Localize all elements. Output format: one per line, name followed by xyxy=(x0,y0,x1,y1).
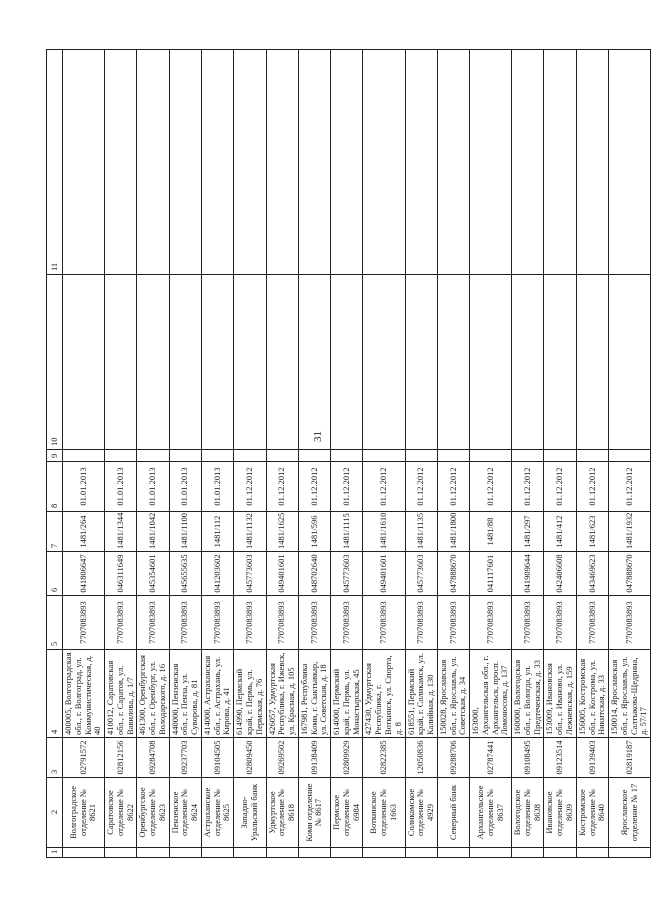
registration-number-cell: 1481/1625 xyxy=(266,512,298,552)
empty-cell-11 xyxy=(609,50,651,275)
inn-cell: 7707083893 xyxy=(105,596,137,650)
branch-name-cell: Западно-Уральский банк xyxy=(234,778,266,848)
bik-code-cell: 046311649 xyxy=(105,552,137,596)
empty-cell-9 xyxy=(266,450,298,462)
address-cell: 618551, Пермский край, г. Соликамск, ул. Калийная, д. 130 xyxy=(405,650,437,738)
bik-code-cell: 048702640 xyxy=(298,552,330,596)
okpo-code-cell: 02809929 xyxy=(331,738,363,778)
row-number-cell xyxy=(298,848,330,858)
address-cell: 163000, Архангельская обл., г. Архангельск, просп. Ломоносова, д. 137 xyxy=(470,650,512,738)
col-number: 2 xyxy=(47,778,63,848)
col-number: 5 xyxy=(47,596,63,650)
date-cell: 01.12.2012 xyxy=(298,462,330,512)
bik-code-cell: 041117601 xyxy=(470,552,512,596)
date-cell: 01.12.2012 xyxy=(266,462,298,512)
branch-name-cell: Костромское отделение № 8640 xyxy=(576,778,608,848)
registration-number-cell: 1481/623 xyxy=(576,512,608,552)
empty-cell-11 xyxy=(63,50,105,275)
row-number-cell xyxy=(512,848,544,858)
address-cell: 400005, Волгоградская обл., г. Волгоград, ул. Коммунистическая, д. 40 xyxy=(63,650,105,738)
empty-cell-10 xyxy=(544,275,576,450)
col-number: 1 xyxy=(47,848,63,858)
okpo-code-cell: 02809450 xyxy=(234,738,266,778)
branch-name-cell: Пермское отделение № 6984 xyxy=(331,778,363,848)
table-row xyxy=(544,50,576,858)
empty-cell-10 xyxy=(576,275,608,450)
table-row xyxy=(105,50,137,858)
empty-cell-9 xyxy=(137,450,169,462)
empty-cell-9 xyxy=(437,450,469,462)
registration-number-cell: 1481/1344 xyxy=(105,512,137,552)
row-number-cell xyxy=(405,848,437,858)
empty-cell-11 xyxy=(137,50,169,275)
empty-cell-10 xyxy=(331,275,363,450)
empty-cell-11 xyxy=(201,50,233,275)
bik-code-cell: 043469623 xyxy=(576,552,608,596)
date-cell: 01.12.2012 xyxy=(609,462,651,512)
row-number-cell xyxy=(609,848,651,858)
table-body xyxy=(47,50,651,858)
date-cell: 01.12.2012 xyxy=(470,462,512,512)
address-cell: 414000, Астраханская обл., г. Астрахань, ул. Кирова, д. 41 xyxy=(201,650,233,738)
okpo-code-cell: 12050836 xyxy=(405,738,437,778)
col-number: 6 xyxy=(47,552,63,596)
branch-name-cell: Ярославское отделение № 17 xyxy=(609,778,651,848)
branch-name-cell: Коми отделение № 8617 xyxy=(298,778,330,848)
okpo-code-cell: 02791572 xyxy=(63,738,105,778)
branch-name-cell: Соликамское отделение № 4929 xyxy=(405,778,437,848)
branch-name-cell: Саратовское отделение № 8622 xyxy=(105,778,137,848)
registration-number-cell: 1481/1610 xyxy=(363,512,405,552)
empty-cell-10 xyxy=(234,275,266,450)
table-row xyxy=(609,50,651,858)
date-cell: 01.01.2013 xyxy=(137,462,169,512)
empty-cell-10 xyxy=(363,275,405,450)
address-cell: 410012, Саратовская обл., г. Саратов, ул. Вавилова, д. 1/7 xyxy=(105,650,137,738)
date-cell: 01.12.2012 xyxy=(331,462,363,512)
empty-cell-11 xyxy=(405,50,437,275)
row-number-cell xyxy=(470,848,512,858)
okpo-code-cell: 02819187 xyxy=(609,738,651,778)
table-row xyxy=(437,50,469,858)
empty-cell-9 xyxy=(363,450,405,462)
registration-number-cell: 1481/112 xyxy=(201,512,233,552)
okpo-code-cell: 02812156 xyxy=(105,738,137,778)
address-cell: 156005, Костромская обл., г. Кострома, ул. Никитская, д. 33 xyxy=(576,650,608,738)
bik-code-cell: 045773603 xyxy=(331,552,363,596)
empty-cell-11 xyxy=(512,50,544,275)
row-number-cell xyxy=(137,848,169,858)
inn-cell: 7707083893 xyxy=(512,596,544,650)
inn-cell: 7707083893 xyxy=(470,596,512,650)
registration-number-cell: 1481/412 xyxy=(544,512,576,552)
empty-cell-10 xyxy=(405,275,437,450)
empty-cell-9 xyxy=(609,450,651,462)
bik-code-cell: 047888670 xyxy=(437,552,469,596)
address-cell: 614000, Пермский край, г. Пермь, ул. Монастырская, 45 xyxy=(331,650,363,738)
branch-name-cell: Пензенское отделение № 8624 xyxy=(169,778,201,848)
inn-cell: 7707083893 xyxy=(363,596,405,650)
branch-name-cell: Удмуртское отделение № 8618 xyxy=(266,778,298,848)
empty-cell-10 xyxy=(470,275,512,450)
empty-cell-10 xyxy=(512,275,544,450)
inn-cell: 7707083893 xyxy=(331,596,363,650)
row-number-cell xyxy=(169,848,201,858)
date-cell: 01.01.2013 xyxy=(169,462,201,512)
address-cell: 614990, Пермский край, г. Пермь, ул. Пермская, д. 76 xyxy=(234,650,266,738)
inn-cell: 7707083893 xyxy=(234,596,266,650)
bik-code-cell: 045773603 xyxy=(234,552,266,596)
address-cell: 440000, Пензенская обл., г. Пенза, ул. Суворова, д. 81 xyxy=(169,650,201,738)
inn-cell: 7707083893 xyxy=(609,596,651,650)
empty-cell-9 xyxy=(405,450,437,462)
inn-cell: 7707083893 xyxy=(544,596,576,650)
registration-number-cell: 1481/297 xyxy=(512,512,544,552)
bik-code-cell: 049401601 xyxy=(363,552,405,596)
bik-code-cell: 041806647 xyxy=(63,552,105,596)
date-cell: 01.01.2013 xyxy=(105,462,137,512)
address-cell: 167981, Республика Коми, г. Сыктывкар, ул. Советская, д. 18 xyxy=(298,650,330,738)
table-row xyxy=(331,50,363,858)
okpo-code-cell: 09123514 xyxy=(544,738,576,778)
inn-cell: 7707083893 xyxy=(169,596,201,650)
row-number-cell xyxy=(363,848,405,858)
inn-cell: 7707083893 xyxy=(266,596,298,650)
empty-cell-11 xyxy=(437,50,469,275)
date-cell: 01.01.2013 xyxy=(201,462,233,512)
empty-cell-10 xyxy=(137,275,169,450)
table-row xyxy=(169,50,201,858)
col-number: 3 xyxy=(47,738,63,778)
date-cell: 01.12.2012 xyxy=(405,462,437,512)
empty-cell-9 xyxy=(234,450,266,462)
col-number: 7 xyxy=(47,512,63,552)
table-row xyxy=(63,50,105,858)
date-cell: 01.01.2013 xyxy=(63,462,105,512)
row-number-cell xyxy=(576,848,608,858)
branches-table xyxy=(46,49,651,858)
bik-code-cell: 045354601 xyxy=(137,552,169,596)
okpo-code-cell: 09284708 xyxy=(137,738,169,778)
empty-cell-9 xyxy=(63,450,105,462)
address-cell: 426057, Удмуртская Республика, г. Ижевск, ул. Красная, д. 105 xyxy=(266,650,298,738)
branch-name-cell: Архангельское отделение № 8637 xyxy=(470,778,512,848)
empty-cell-11 xyxy=(576,50,608,275)
empty-cell-10 xyxy=(266,275,298,450)
empty-cell-9 xyxy=(576,450,608,462)
row-number-cell xyxy=(266,848,298,858)
bik-code-cell: 045655635 xyxy=(169,552,201,596)
row-number-cell xyxy=(544,848,576,858)
registration-number-cell: 1481/1042 xyxy=(137,512,169,552)
empty-cell-9 xyxy=(512,450,544,462)
registration-number-cell: 1481/1932 xyxy=(609,512,651,552)
registration-number-cell: 1481/596 xyxy=(298,512,330,552)
branch-name-cell: Оренбургское отделение № 8623 xyxy=(137,778,169,848)
date-cell: 01.12.2012 xyxy=(437,462,469,512)
registration-number-cell: 1481/1132 xyxy=(234,512,266,552)
okpo-code-cell: 09104505 xyxy=(201,738,233,778)
row-number-cell xyxy=(201,848,233,858)
table-row xyxy=(266,50,298,858)
empty-cell-10 xyxy=(609,275,651,450)
address-cell: 427430, Удмуртская Республика, г. Воткинск, ул. Спорта, д. 8 xyxy=(363,650,405,738)
empty-cell-11 xyxy=(266,50,298,275)
table-row xyxy=(405,50,437,858)
branch-name-cell: Воткинское отделение № 1663 xyxy=(363,778,405,848)
inn-cell: 7707083893 xyxy=(298,596,330,650)
empty-cell-11 xyxy=(363,50,405,275)
column-number-row xyxy=(47,50,63,858)
okpo-code-cell: 09269502 xyxy=(266,738,298,778)
empty-cell-10 xyxy=(105,275,137,450)
okpo-code-cell: 09138409 xyxy=(298,738,330,778)
empty-cell-11 xyxy=(234,50,266,275)
address-cell: 461300, Оренбургская обл., г. Оренбург, ул. Володарского, д. 16 xyxy=(137,650,169,738)
registration-number-cell: 1481/264 xyxy=(63,512,105,552)
registration-number-cell: 1481/1800 xyxy=(437,512,469,552)
okpo-code-cell: 09139403 xyxy=(576,738,608,778)
registration-number-cell: 1481/1135 xyxy=(405,512,437,552)
branch-name-cell: Северный банк xyxy=(437,778,469,848)
okpo-code-cell: 02822385 xyxy=(363,738,405,778)
table-row xyxy=(576,50,608,858)
inn-cell: 7707083893 xyxy=(437,596,469,650)
bik-code-cell: 041909644 xyxy=(512,552,544,596)
okpo-code-cell: 09288706 xyxy=(437,738,469,778)
address-cell: 153009, Ивановская обл., г. Иваново, ул. Лежневская, д. 159 xyxy=(544,650,576,738)
table-row xyxy=(363,50,405,858)
empty-cell-10 xyxy=(298,275,330,450)
col-number: 4 xyxy=(47,650,63,738)
okpo-code-cell: 09108495 xyxy=(512,738,544,778)
empty-cell-9 xyxy=(201,450,233,462)
col-number: 9 xyxy=(47,450,63,462)
empty-cell-10 xyxy=(437,275,469,450)
date-cell: 01.12.2012 xyxy=(363,462,405,512)
address-cell: 150014, Ярославская обл., г. Ярославль, ул. Салтыкова-Щедрина, д. 57/17 xyxy=(609,650,651,738)
registration-number-cell: 1481/88 xyxy=(470,512,512,552)
table-row xyxy=(234,50,266,858)
inn-cell: 7707083893 xyxy=(63,596,105,650)
date-cell: 01.12.2012 xyxy=(544,462,576,512)
registration-number-cell: 1481/1100 xyxy=(169,512,201,552)
empty-cell-9 xyxy=(331,450,363,462)
col-number: 11 xyxy=(47,50,63,275)
empty-cell-9 xyxy=(169,450,201,462)
rotated-page xyxy=(46,50,649,858)
table-row xyxy=(201,50,233,858)
empty-cell-11 xyxy=(298,50,330,275)
empty-cell-10 xyxy=(63,275,105,450)
empty-cell-9 xyxy=(470,450,512,462)
inn-cell: 7707083893 xyxy=(405,596,437,650)
empty-cell-11 xyxy=(169,50,201,275)
row-number-cell xyxy=(234,848,266,858)
row-number-cell xyxy=(105,848,137,858)
okpo-code-cell: 02787441 xyxy=(470,738,512,778)
empty-cell-9 xyxy=(298,450,330,462)
row-number-cell xyxy=(63,848,105,858)
col-number: 8 xyxy=(47,462,63,512)
empty-cell-11 xyxy=(105,50,137,275)
empty-cell-11 xyxy=(331,50,363,275)
branch-name-cell: Астраханское отделение № 8625 xyxy=(201,778,233,848)
table-row xyxy=(137,50,169,858)
date-cell: 01.12.2012 xyxy=(512,462,544,512)
row-number-cell xyxy=(437,848,469,858)
inn-cell: 7707083893 xyxy=(201,596,233,650)
empty-cell-9 xyxy=(105,450,137,462)
bik-code-cell: 041203602 xyxy=(201,552,233,596)
branch-name-cell: Ивановское отделение № 8639 xyxy=(544,778,576,848)
bik-code-cell: 049401601 xyxy=(266,552,298,596)
date-cell: 01.12.2012 xyxy=(234,462,266,512)
table-row xyxy=(298,50,330,858)
okpo-code-cell: 09237703 xyxy=(169,738,201,778)
bik-code-cell: 045773603 xyxy=(405,552,437,596)
bik-code-cell: 042406608 xyxy=(544,552,576,596)
empty-cell-11 xyxy=(544,50,576,275)
empty-cell-10 xyxy=(169,275,201,450)
empty-cell-11 xyxy=(470,50,512,275)
table-row xyxy=(470,50,512,858)
bik-code-cell: 047888670 xyxy=(609,552,651,596)
inn-cell: 7707083893 xyxy=(137,596,169,650)
inn-cell: 7707083893 xyxy=(576,596,608,650)
address-cell: 160000, Вологодская обл., г. Вологда, ул. Предтеченская, д. 33 xyxy=(512,650,544,738)
empty-cell-9 xyxy=(544,450,576,462)
registration-number-cell: 1481/1115 xyxy=(331,512,363,552)
page-number: 31 xyxy=(312,431,324,442)
col-number: 10 xyxy=(47,275,63,450)
address-cell: 150028, Ярославская обл., г. Ярославль, ул. Советская, д. 34 xyxy=(437,650,469,738)
empty-cell-10 xyxy=(201,275,233,450)
row-number-cell xyxy=(331,848,363,858)
date-cell: 01.12.2012 xyxy=(576,462,608,512)
branch-name-cell: Волгоградское отделение № 8621 xyxy=(63,778,105,848)
table-row xyxy=(512,50,544,858)
branch-name-cell: Вологодское отделение № 8638 xyxy=(512,778,544,848)
